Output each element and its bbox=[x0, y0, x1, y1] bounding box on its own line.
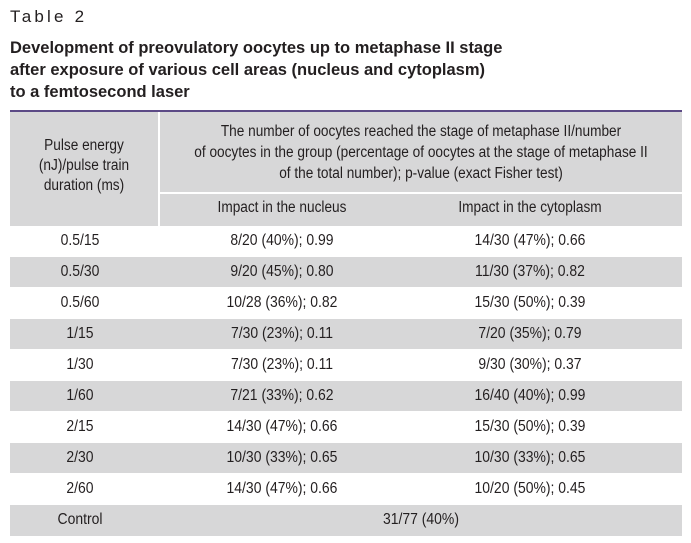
cell-cytoplasm: 15/30 (50%); 0.39 bbox=[474, 418, 586, 435]
table-row bbox=[10, 288, 682, 319]
table-row bbox=[10, 319, 682, 350]
cell-control-label: Control bbox=[57, 511, 103, 528]
table-row bbox=[10, 381, 682, 412]
cell-pulse-energy: 1/60 bbox=[66, 387, 94, 404]
column-header-group bbox=[160, 121, 682, 184]
cell-nucleus: 7/30 (23%); 0.11 bbox=[230, 356, 334, 373]
cell-cytoplasm: 15/30 (50%); 0.39 bbox=[474, 294, 586, 311]
table-caption bbox=[10, 37, 670, 103]
cell-nucleus: 10/28 (36%); 0.82 bbox=[226, 294, 338, 311]
cell-nucleus: 14/30 (47%); 0.66 bbox=[226, 418, 338, 435]
cell-cytoplasm: 11/30 (37%); 0.82 bbox=[475, 263, 585, 280]
cell-pulse-energy: 1/30 bbox=[66, 356, 94, 373]
cell-nucleus: 7/30 (23%); 0.11 bbox=[230, 325, 334, 342]
header-line: of the total number); p-value (exact Fisher test) bbox=[279, 165, 563, 182]
data-table bbox=[10, 110, 682, 535]
cell-pulse-energy: 2/15 bbox=[66, 418, 94, 435]
column-header-nucleus: Impact in the nucleus bbox=[217, 199, 347, 216]
cell-cytoplasm: 10/30 (33%); 0.65 bbox=[474, 449, 586, 466]
cell-cytoplasm: 16/40 (40%); 0.99 bbox=[474, 387, 586, 404]
table-row bbox=[10, 226, 682, 257]
table-row bbox=[10, 257, 682, 288]
cell-cytoplasm: 14/30 (47%); 0.66 bbox=[474, 232, 586, 249]
cell-nucleus: 14/30 (47%); 0.66 bbox=[226, 480, 338, 497]
caption-line: Development of preovulatory oocytes up to metaphase II stage bbox=[10, 39, 503, 57]
caption-line: to a femtosecond laser bbox=[10, 83, 190, 101]
header-line: Pulse energy bbox=[44, 137, 124, 154]
cell-pulse-energy: 0.5/30 bbox=[60, 263, 100, 280]
table-row bbox=[10, 443, 682, 474]
caption-line: after exposure of various cell areas (nucleus and cytoplasm) bbox=[10, 61, 486, 79]
cell-nucleus: 8/20 (40%); 0.99 bbox=[230, 232, 334, 249]
cell-nucleus: 9/20 (45%); 0.80 bbox=[230, 263, 334, 280]
header-line: duration (ms) bbox=[43, 177, 125, 194]
header-line: (nJ)/pulse train bbox=[38, 157, 130, 174]
cell-nucleus: 7/21 (33%); 0.62 bbox=[230, 387, 334, 404]
cell-pulse-energy: 2/60 bbox=[66, 480, 94, 497]
table-row bbox=[10, 412, 682, 443]
cell-cytoplasm: 10/20 (50%); 0.45 bbox=[474, 480, 586, 497]
header-divider bbox=[160, 192, 682, 194]
table-header bbox=[10, 112, 682, 226]
table-row bbox=[10, 350, 682, 381]
column-header-pulse-energy bbox=[19, 136, 149, 196]
cell-pulse-energy: 0.5/60 bbox=[60, 294, 100, 311]
table-label: Table 2 bbox=[10, 7, 88, 26]
cell-pulse-energy: 1/15 bbox=[66, 325, 94, 342]
cell-nucleus: 10/30 (33%); 0.65 bbox=[226, 449, 338, 466]
cell-pulse-energy: 2/30 bbox=[66, 449, 94, 466]
header-line: The number of oocytes reached the stage of metaphase II/number bbox=[220, 123, 622, 140]
header-line: of oocytes in the group (percentage of oocytes at the stage of metaphase II bbox=[194, 144, 648, 161]
table-row-control bbox=[10, 505, 682, 536]
column-header-cytoplasm: Impact in the cytoplasm bbox=[458, 199, 602, 216]
cell-cytoplasm: 7/20 (35%); 0.79 bbox=[478, 325, 582, 342]
cell-pulse-energy: 0.5/15 bbox=[60, 232, 100, 249]
cell-cytoplasm: 9/30 (30%); 0.37 bbox=[478, 356, 582, 373]
cell-control-value: 31/77 (40%) bbox=[382, 511, 459, 528]
table-row bbox=[10, 474, 682, 505]
